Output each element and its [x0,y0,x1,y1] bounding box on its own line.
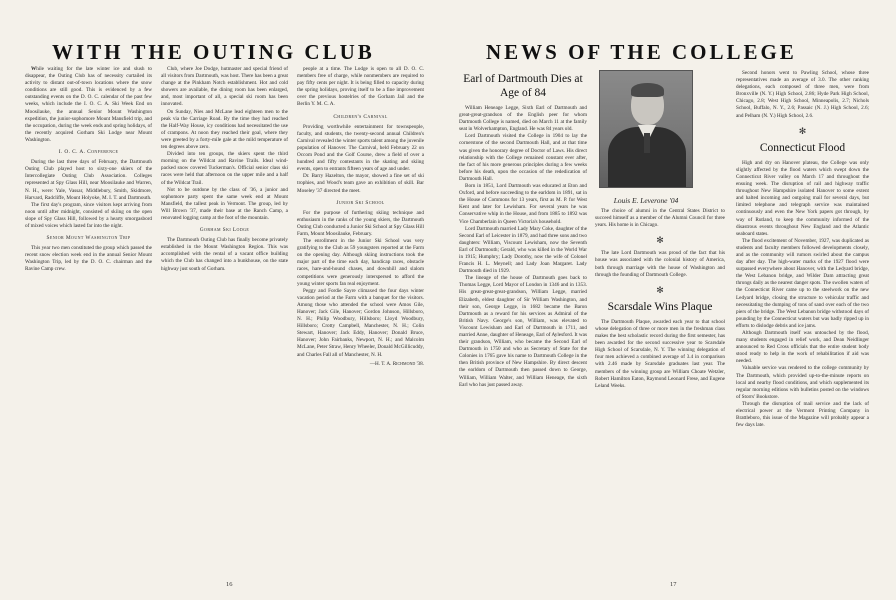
portrait-figure [599,70,693,205]
section-divider-star: ✻ [656,235,664,246]
paragraph: The flood excitement of November, 1927, was duplicated as students and faculty members followed developments closely, and as the community will rumors swirled about the campus day after day. The high-water marks of the 1927 flood were surpassed everywhere about Hanover, with the Ledyard bridge, the West Lebanon bridge, and Wilder Dam attracting great throngs daily as the nearest danger spots. The swollen waters of the Connecticut River came up to the steelwork on the new Ledyard bridge, closing the structure to vehicular traffic and necessitating the dumping of tons of sand over each of the two piers of the bridge. The West Lebanon bridge withstood days of pounding by the Connecticut waters but was badly ripped up in efforts to dislodge debris and ice jams. [736,237,869,329]
paragraph: During the last three days of February, the Dartmouth Outing Club played host to sixty-one skiers of the Intercollegiate Outing Club Association. Colleges represented at Spy Glass Hill, near Moosilauke and Warren, N. H., were: Yale, Vassar, Middlebury, Smith, Skidmore, Harvard, Radcliffe, Mount Holyoke, M. I. T. and Dartmouth. [25,159,152,201]
right-column-3 [736,70,869,575]
paragraph: High and dry on Hanover plateau, the College was only slightly affected by the flood waters which swept down the Connecticut River valley on March 17 and throughout the ensuing week. The disruption of rail and highway traffic throughout New Hampshire isolated Hanover to some extent and halted incoming and outgoing mail for several days, but limited telephone and telegraph service was maintained continuously and even the New York papers got through, by way of Rutland, to keep the community informed of the disastrous events throughout New England and the Atlantic seaboard states. [736,159,869,237]
paragraph: The lineage of the house of Dartmouth goes back to Thomas Legge, Lord Mayor of London in 1346 and in 1353. His great-great-great-grandson, William Legge, married Elizabeth, eldest daughter of Sir William Washington, and their son, George Legge, in 1682 became the Baron Dartmouth as a reward for his services as Admiral of the British Navy. George's son, William, was elevated to Viscount Lewisham and Earl of Dartmouth in 1711, and married Anne, daughter of Heneage, Earl of Aylesford. It was their grandson, William, who became the Second Earl of Dartmouth in 1750 and who as Secretary of State for the Colonies in 1765 gave his name to Dartmouth College in the then British province of New Hampshire. By direct descent the earldom of Dartmouth then passed down to George, William, William Walter, and William Heneage, the sixth Earl who has just passed away. [459,275,587,388]
paragraph: Club, where Joe Dodge, hutmaster and special friend of all visitors from Dartmouth, was host. There has been a great change at the Pinkham Notch establishment. Hot and cold showers are available, the dining room has been enlarged, and, most important of all, a special ski room has been innovated. [161,66,288,108]
right-column-1 [459,70,587,575]
paragraph: Peggy and Fordie Sayre climaxed the four days winter vacation period at the Farm with a banquet for the visitors. Among those who attended the school were Amos Gile, Hanover; Jack Gile, Hanover; Gordon Johnson, Hillsboro, N. H.; Philip Woodbury, Hillsboro; Lloyd Woodbury, Hillsboro; Crotty Campbell, Manchester, N. H.; Colin Stewart, Hanover; Jack Eddy, Hanover; Donald Bruce, Hanover; John Fairbanks, Newport, N. H.; and Malcolm McLane, Peter Straw, Henry Wheeler, Donald McGillicuddy, and Charles Fall all of Manchester, N. H. [297,287,424,358]
earl-article-title: Earl of Dartmouth Dies at Age of 84 [463,73,583,99]
section-divider-star: ✻ [656,284,664,295]
flood-article-title: Connecticut Flood [759,141,846,154]
paragraph: Dr. Barry Hazelton, the mayor, showed a fine set of ski trophies, and Wood's team gave an exhibition of skill. Bar Moseley '37 directed the meet. [297,173,424,194]
subheading-gorham: Gorham Ski Lodge [199,227,250,234]
subheading-junior-ski-school: Junior Ski School [336,199,385,206]
paragraph: The late Lord Dartmouth was proud of the fact that his house was associated with the colonial history of America, both through marriage with the house of Washington and through the founding of Dartmouth College. [595,250,725,278]
left-column-3 [297,66,424,571]
section-divider-star: ✻ [798,125,807,136]
paragraph: Providing worthwhile entertainment for townspeople, faculty, and students, the twenty-second annual Children's Carnival revealed the winter sports talent among the juvenile population of Hanover. The Carnival, held February 22 on Occom Pond and the Golf Course, drew a field of over a hundred and fifty contestants in the skating and skiing events, open to entrants fifteen years of age and under. [297,123,424,173]
portrait-caption: Louis E. Leverone '04 [613,196,679,205]
paragraph: The Dartmouth Outing Club has finally become privately established in the Mount Washington Region. This was accomplished with the rental of a vacant office building which the Club has changed into a bunkhouse, on the state highway just south of Gorham. [161,237,288,272]
paragraph: Second honors went to Pawling School, whose three representatives made an average of 3.0. The other ranking delegations, each composed of three men, were from Bronxville (N. Y.) High School, 2.86; Hyde Park High School, Chicago, 2.8; West High School, Minneapolis, 2.7; Nichols School, Buffalo, N. Y., 2.6; Passaic (N. J.) High School, 2.6; and Pelham (N. Y.) High School, 2.6. [736,70,869,119]
paragraph: people at a time. The Lodge is open to all D. O. C. members free of charge, while nonmembers are required to pay fifty cents per night. It is being filled to capacity during the spring holidays, proving itself to be a fine improvement over the previous hostelries of the Gorham Jail and the Berlin Y. M. C. A. [297,66,424,108]
paragraph: The enrollment in the Junior Ski School was very gratifying to the Club as 59 youngsters reported at the Farm on the opening day. Although skiing instructions took the major part of the time each day, handicap races, obstacle races, hare-and-hound chases, and downhill and slalom competitions were generously interspersed to afford the young winter sports fan real enjoyment. [297,238,424,287]
subheading-childrens-carnival: Children's Carnival [333,113,388,120]
subheading-senior-trip: Senior Mount Washington Trip [46,235,131,242]
paragraph: William Heneage Legge, Sixth Earl of Dartmouth and great-great-grandson of the English peer for whom Dartmouth College is named, died on March 11 at the family seat in Wolverhampton, England. He was 84 years old. [459,105,587,133]
right-page-header: NEWS OF THE COLLEGE [486,40,797,64]
paragraph: For the purpose of furthering skiing technique and enthusiasm in the ranks of the young skiers, the Dartmouth Outing Club conducted a Junior Ski School at Spy Glass Hill Farm, Mount Moosilauke, February. [297,209,424,237]
paragraph: While waiting for the late winter ice and slush to disappear, the Outing Club has of necessity curtailed its activity to distant out-of-town locations where the snow conditions are still good. This is evidenced by a few outstanding events on the D. O. C. calendar of the past few weeks, which include the I. O. C. A. Ski Week End on Moosilauke, the annual Senior Mount Washington expedition, the junior-sophomore Mount Mansfield trip, and the occupation, during the week ends and spring holidays, of the recently acquired Gorham Ski Lodge near Mount Washington. [25,66,152,143]
left-page-header: WITH THE OUTING CLUB [52,40,375,64]
paragraph: Born in 1851, Lord Dartmouth was educated at Eton and Oxford, and before succeeding to the earldom in 1891, sat in the House of Commons for 13 years, first as M. P. for West Kent and later for Lewisham. For several years he was Conservative whip in the House, and from 1885 to 1892 was Vice Chamberlain in Queen Victoria's household. [459,183,587,225]
paragraph: Not to be outdone by the class of '36, a junior and sophomore party spent the same week end at Mount Mansfield, the tallest peak in Vermont. The group, led by Will Brown '37, made their base at the Ranch Camp, a renovated logging camp at the foot of the mountain. [161,186,288,221]
paragraph: Lord Dartmouth married Lady Mary Coke, daughter of the Second Earl of Leicester in 1879, and had three sons and two daughters: William, Viscount Lewisham, now the Seventh Earl of Dartmouth; Gerald, who was killed in the World War in 1915; Humphry; Lady Dorothy, now the wife of Colonel Francis H. L. Meynell; and Lady Joan Margaret. Lady Dartmouth died in 1929. [459,225,587,275]
paragraph: Divided into ten groups, the skiers spent the third morning on the Wildcat and Ravine Trails. Ideal wind-packed snow covered Tuckerman's. Official senior class ski races were held that afternoon on the upper mile and a half of the Wildcat Trail. [161,151,288,186]
scarsdale-article-title: Scarsdale Wins Plaque [607,300,713,313]
left-column-2 [161,66,288,571]
paragraph: The first day's program, since visitors kept arriving from noon until after midnight, consisted of skiing on the open slope of Spy Glass Hill, followed by a hearty smorgasbord of mixed voices which lasted far into the night. [25,201,152,229]
author-signoff: —H. T. A. Richmond '38. [369,360,424,367]
paragraph: The Dartmouth Plaque, awarded each year to that school whose delegation of three or more men in the freshman class makes the best scholastic record during the first semester, has been awarded for the second successive year to Scarsdale High School of Scarsdale, N. Y. The winning delegation of four men achieved a combined average of 3.4 in comparison with 2.46 made by Scarsdale graduates last year. The members of the winning group are William Choate Wetzler, Robert Hamilton Eaton, Raymond Leonard Frese, and Eugene Leland Weeks. [595,318,725,389]
paragraph: Valuable service was rendered to the college community by The Dartmouth, which provided up-to-the-minute reports on local and nearby flood conditions, and which supplemented its regular morning editions with bulletins posted on the windows of Storrs' Bookstore. [736,365,869,400]
page-number-right: 17 [670,581,677,588]
paragraph: Through the disruption of mail service and the lack of electrical power at the Vermont Printing Company in Brattleboro, this issue of the Magazine will probably appear a few days late. [736,400,869,429]
right-column-2 [595,208,725,578]
portrait-photo [599,70,693,188]
left-column-1 [25,66,152,571]
subheading-ioca: I. O. C. A. Conference [58,149,119,156]
paragraph: Lord Dartmouth visited the College in 1904 to lay the cornerstone of the second Dartmouth Hall, and at that time was given the honorary degree of Doctor of Laws. His direct relationship with the College remained constant ever after, the fact of his more generous principles during a few weeks before his death, upon the occasion of the rededication of Dartmouth Hall. [459,133,587,182]
paragraph: Although Dartmouth itself was untouched by the flood, many students engaged in relief work, and Dean Neidlinger announced to Red Cross officials that the entire student body stood ready to help in the work of rehabilitation if aid was needed. [736,330,869,365]
page-number-left: 16 [226,581,233,588]
paragraph: On Sunday, Nies and McLane lead eighteen men to the peak via the Carriage Road. By the time they had reached the Half-Way House, icy conditions had necessitated the use of crampons. At noon they reached their goal, where they were greeted by a forty-mile gale at the mild temperature of ten degrees above zero. [161,108,288,151]
paragraph: This year two men constituted the group which passed the recent snow election week end in the annual Senior Mount Washington Trip, led by the D. O. C. chairman and the Ravine Camp crew. [25,245,152,273]
paragraph: The choice of alumni in the Central States District to succeed himself as a member of the Alumni Council for three years. His home is in Chicago. [595,208,725,229]
